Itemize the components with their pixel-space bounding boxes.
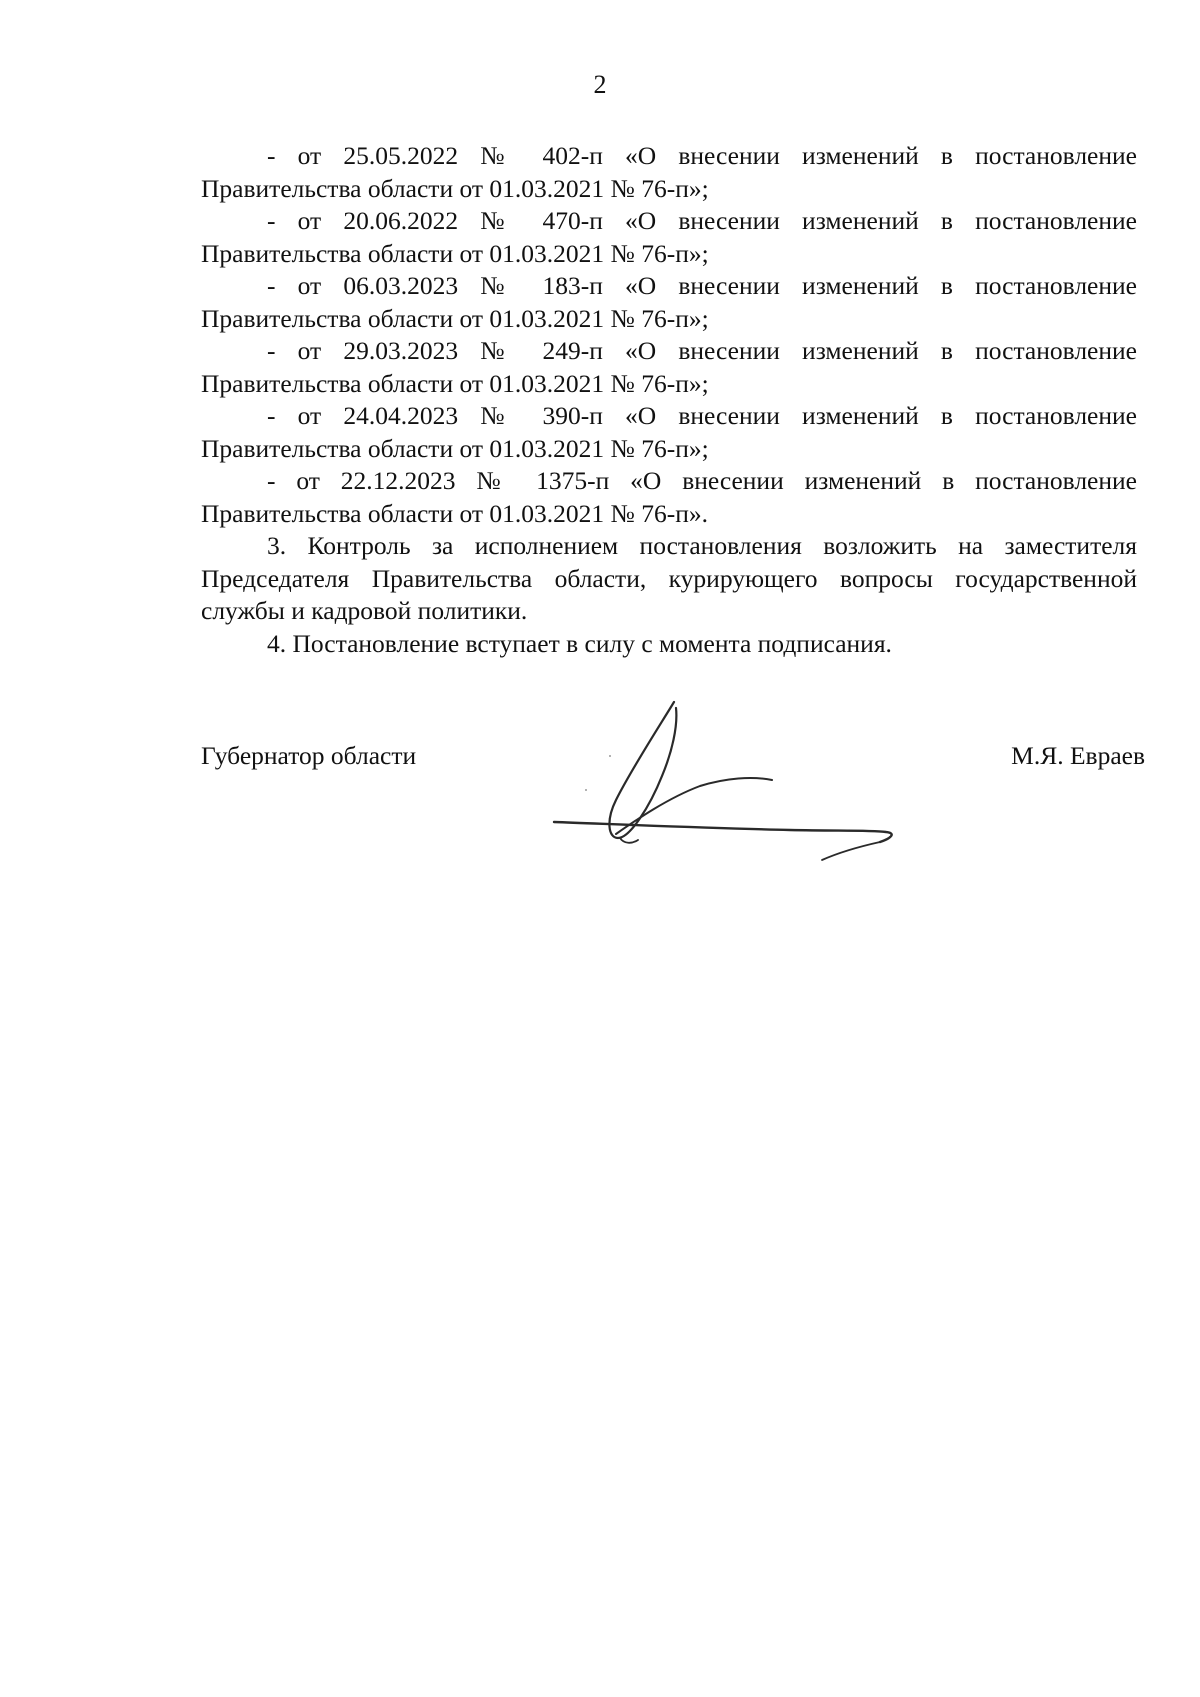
amendment-item: - от 22.12.2023 № 1375-п «О внесении изменений в постановление Правительства области от 01.03.2021 № 76-п». <box>201 466 1137 528</box>
amendment-item: - от 20.06.2022 № 470-п «О внесении изменений в постановление Правительства области от 01.03.2021 № 76-п»; <box>201 206 1137 268</box>
amendment-item: - от 29.03.2023 № 249-п «О внесении изменений в постановление Правительства области от 01.03.2021 № 76-п»; <box>201 336 1137 398</box>
handwritten-signature <box>550 696 920 876</box>
amendment-item: - от 06.03.2023 № 183-п «О внесении изменений в постановление Правительства области от 01.03.2021 № 76-п»; <box>201 271 1137 333</box>
signer-name: М.Я. Евраев <box>1011 741 1145 770</box>
page-number: 2 <box>593 70 607 99</box>
amendment-item: - от 24.04.2023 № 390-п «О внесении изменений в постановление Правительства области от 01.03.2021 № 76-п»; <box>201 401 1137 463</box>
clause-effective: 4. Постановление вступает в силу с момента подписания. <box>267 628 892 658</box>
document-body <box>201 140 1137 660</box>
signer-title: Губернатор области <box>201 741 417 770</box>
clause-control: 3. Контроль за исполнением постановления возложить на заместителя Председателя Правительства области, курирующего вопросы государственной службы и кадровой политики. <box>201 531 1137 625</box>
amendment-item: - от 25.05.2022 № 402-п «О внесении изменений в постановление Правительства области от 01.03.2021 № 76-п»; <box>201 141 1137 203</box>
